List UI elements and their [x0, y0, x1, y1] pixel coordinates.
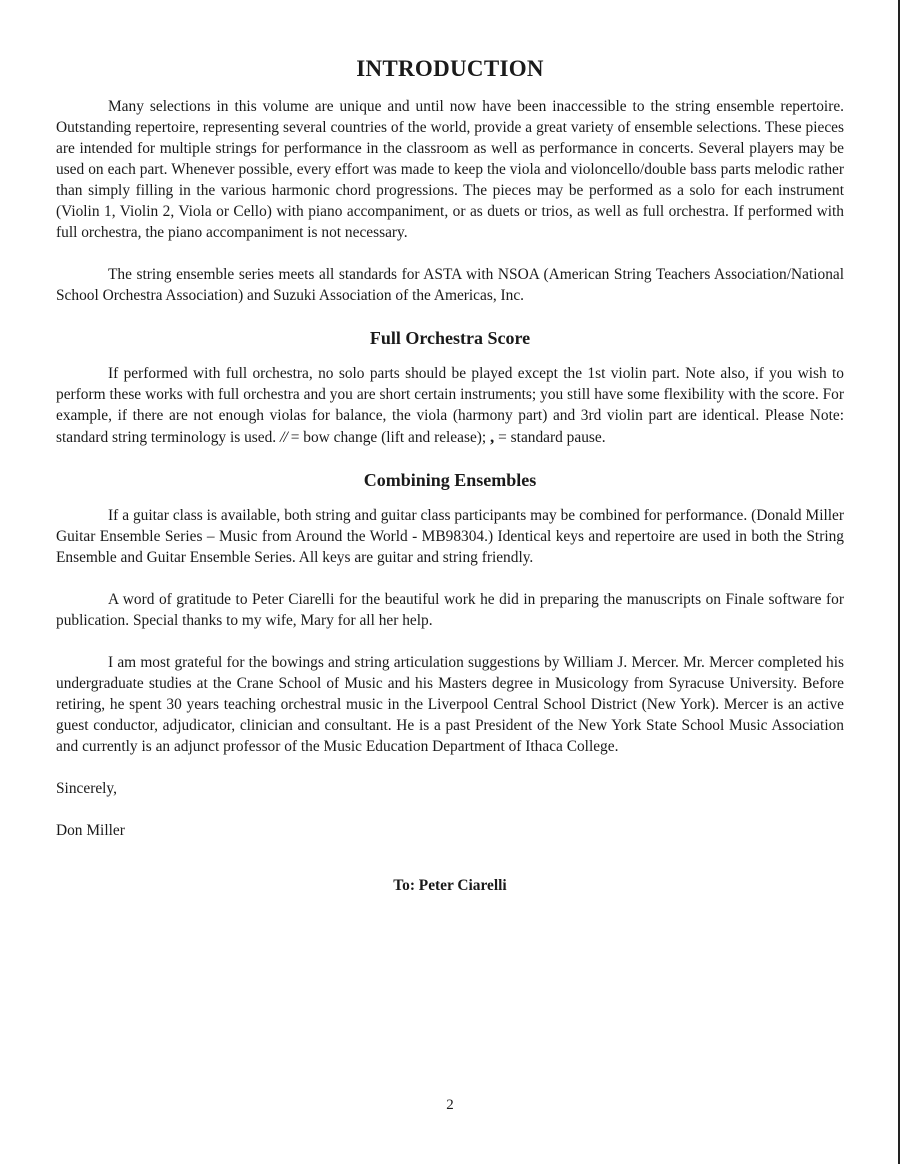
gratitude-paragraph: A word of gratitude to Peter Ciarelli for the beautiful work he did in preparing the manuscripts on Finale software for publication. Special thanks to my wife, Mary for all her help. [56, 591, 844, 629]
combining-ensembles-heading: Combining Ensembles [363, 470, 537, 490]
page-number: 2 [446, 1097, 454, 1113]
page-title: INTRODUCTION [356, 56, 544, 81]
signature: Don Miller [56, 822, 125, 839]
bow-change-symbol: // [280, 429, 287, 446]
dedication: To: Peter Ciarelli [393, 877, 507, 894]
combining-paragraph-1: If a guitar class is available, both string and guitar class participants may be combined for performance. (Donald Miller Guitar Ensemble Series – Music from Around the World - MB98304.) Identical keys and repertoire are used in both the String Ensemble and Guitar Ensemble Series. All keys are guitar and string friendly. [56, 507, 844, 566]
intro-paragraph-1: Many selections in this volume are unique and until now have been inaccessible to the string ensemble repertoire. Outstanding repertoire, representing several countries of the world, provide a great variety of ensemble selections. These pieces are intended for multiple strings for performance in the classroom as well as performance in concerts. Several players may be used on each part. Whenever possible, every effort was made to keep the viola and violoncello/double bass parts melodic rather than simply filling in the various harmonic chord progressions. The pieces may be performed as a solo for each instrument (Violin 1, Violin 2, Viola or Cello) with piano accompaniment, or as duets or trios, as well as full orchestra. If performed with full orchestra, the piano accompaniment is not necessary. [56, 98, 844, 241]
intro-paragraph-2: The string ensemble series meets all standards for ASTA with NSOA (American String Teachers Association/National School Orchestra Association) and Suzuki Association of the Americas, Inc. [56, 266, 844, 304]
full-orchestra-paragraph [56, 363, 844, 448]
pause-definition: = standard pause. [498, 429, 606, 446]
bow-change-definition: = bow change (lift and release); [290, 429, 487, 446]
salutation: Sincerely, [56, 780, 117, 797]
pause-symbol: , [490, 427, 495, 446]
full-orchestra-heading: Full Orchestra Score [369, 328, 531, 348]
full-orchestra-text: If performed with full orchestra, no solo parts should be played except the 1st violin part. Note also, if you wish to perform these works with full orchestra and you are short certain instruments; you still have some flexibility with the score. For example, if there are not enough violas for balance, the viola (harmony part) and 3rd violin part are identical. Please Note: standard string terminology is used. [56, 365, 844, 446]
page-content [56, 56, 844, 895]
mercer-paragraph: I am most grateful for the bowings and string articulation suggestions by William J. Mercer. Mr. Mercer completed his undergraduate studies at the Crane School of Music and his Masters degree in Musicology from Syracuse University. Before retiring, he spent 30 years teaching orchestral music in the Liverpool Central School District (New York). Mercer is an active guest conductor, adjudicator, clinician and consultant. He is a past President of the New York State School Music Association and currently is an adjunct professor of the Music Education Department of Ithaca College. [56, 654, 844, 755]
